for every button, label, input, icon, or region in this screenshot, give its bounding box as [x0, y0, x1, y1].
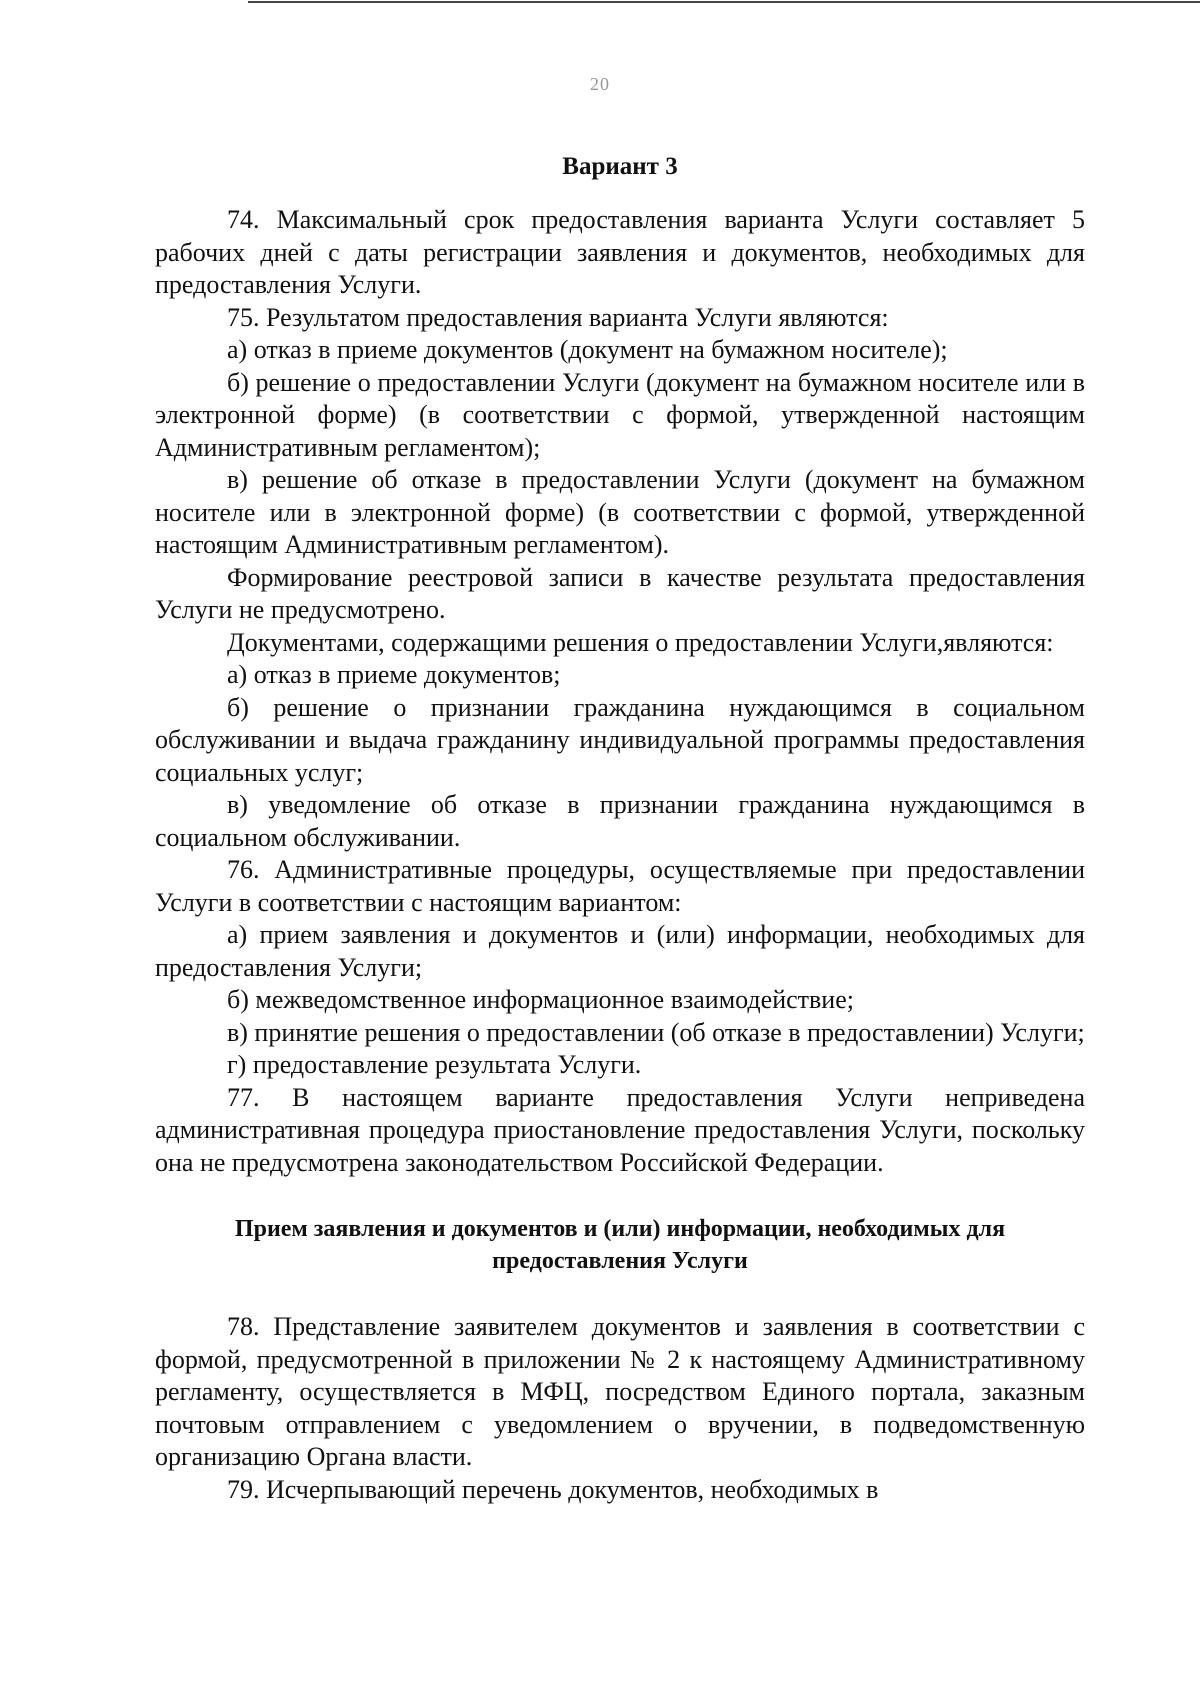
paragraph: г) предоставление результата Услуги. — [227, 1050, 642, 1079]
paragraph: в) решение об отказе в предоставлении Услуги (документ на бумажном носителе или в электронной форме) (в соответствии с формой, утвержденной настоящим Административным регламентом). — [155, 465, 1085, 559]
section-heading: Прием заявления и документов и (или) информации, необходимых для предоставления Услуги — [234, 1216, 1006, 1274]
paragraph: б) межведомственное информационное взаимодействие; — [227, 985, 854, 1014]
variant-heading: Вариант 3 — [562, 153, 678, 180]
paragraph: в) уведомление об отказе в признании гражданина нуждающимся в социальном обслуживании. — [155, 790, 1085, 852]
page-number: 20 — [590, 74, 610, 94]
top-border-line — [248, 1, 1200, 3]
document-body — [155, 152, 1085, 1506]
paragraph: 77. В настоящем варианте предоставления Услуги неприведена административная процедура приостановление предоставления Услуги, поскольку она не предусмотрена законодательством Российской Федерации. — [155, 1082, 1085, 1177]
paragraph: б) решение о предоставлении Услуги (документ на бумажном носителе или в электронной форме) (в соответствии с формой, утвержденной настоящим Административным регламентом); — [155, 367, 1085, 462]
paragraph: 79. Исчерпывающий перечень документов, необходимых в — [227, 1474, 879, 1504]
paragraph: 78. Представление заявителем документов и заявления в соответствии с формой, предусмотренной в приложении № 2 к настоящему Административному регламенту, осуществляется в МФЦ, посредством Единого портала, заказным почтовым отправлением с уведомлением о вручении, в подведомственную организацию Органа власти. — [155, 1312, 1085, 1471]
paragraph: 75. Результатом предоставления варианта Услуги являются: — [227, 302, 889, 332]
paragraph: Формирование реестровой записи в качестве результата предоставления Услуги не предусмотрено. — [155, 562, 1085, 624]
paragraph: а) отказ в приеме документов (документ на бумажном носителе); — [227, 335, 948, 364]
paragraph: б) решение о признании гражданина нуждающимся в социальном обслуживании и выдача гражданину индивидуальной программы предоставления социальных услуг; — [155, 692, 1085, 787]
paragraph: 76. Административные процедуры, осуществляемые при предоставлении Услуги в соответствии с настоящим вариантом: — [155, 855, 1085, 917]
paragraph: а) отказ в приеме документов; — [227, 660, 561, 689]
paragraph: а) прием заявления и документов и (или) информации, необходимых для предоставления Услуги; — [155, 920, 1085, 982]
paragraph: 74. Максимальный срок предоставления варианта Услуги составляет 5 рабочих дней с даты регистрации заявления и документов, необходимых для предоставления Услуги. — [155, 205, 1085, 299]
paragraph: в) принятие решения о предоставлении (об отказе в предоставлении) Услуги; — [227, 1017, 1085, 1047]
paragraph: Документами, содержащими решения о предоставлении Услуги,являются: — [227, 627, 1054, 657]
